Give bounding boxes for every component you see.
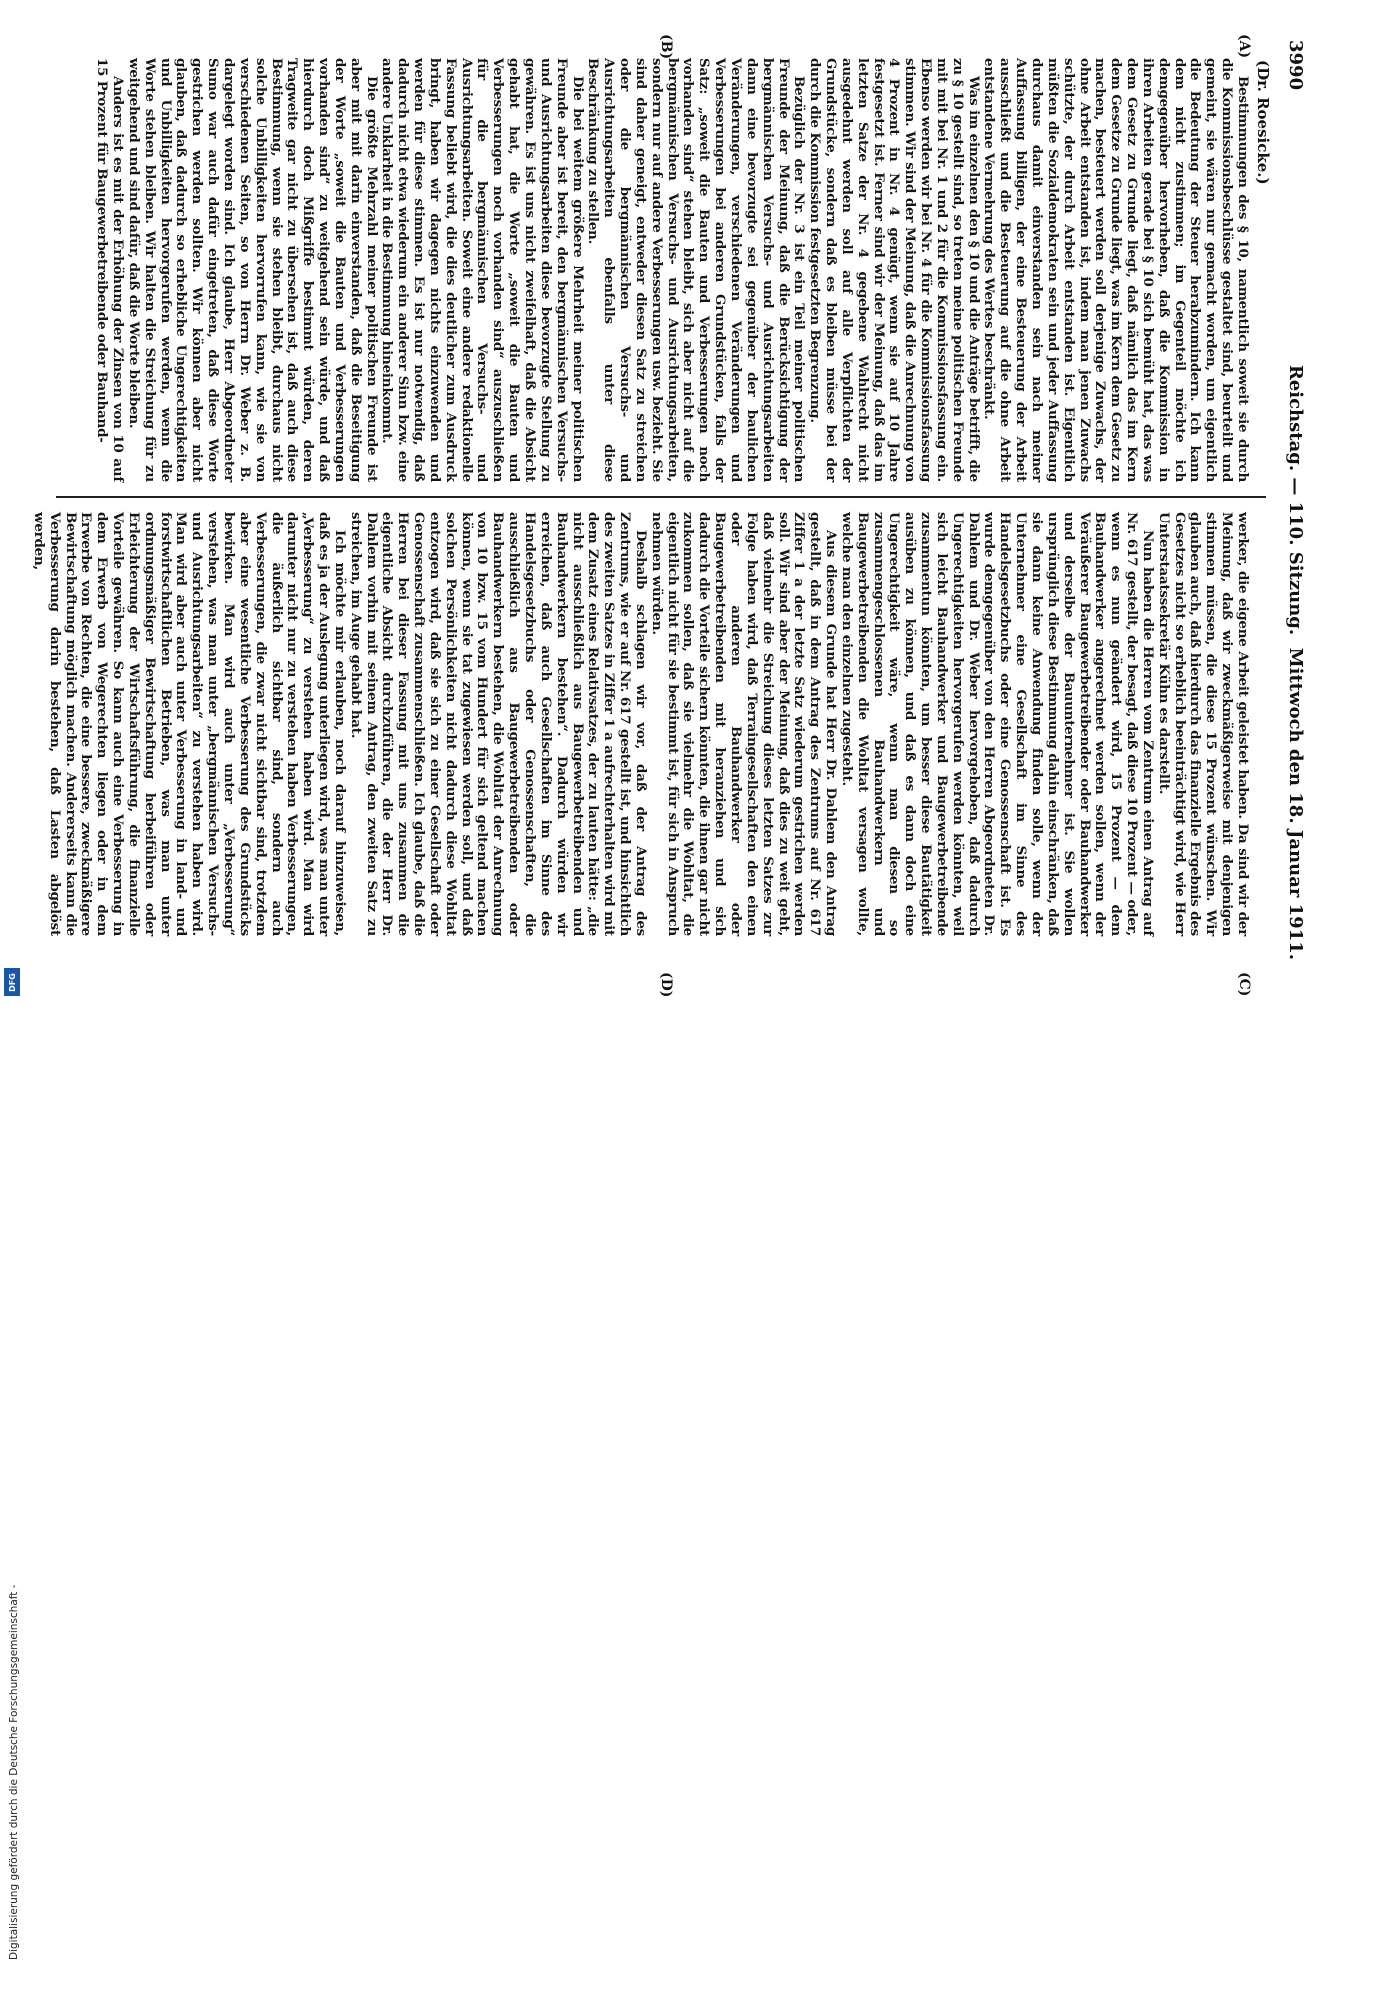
page-number: 3990 [1285,40,1306,91]
left-text-column [60,58,1250,482]
page-header [1276,40,1306,960]
margin-marker-a: (A) [1236,34,1252,59]
paragraph: Bestimmungen des § 10, namentlich soweit sie durch die Kommissionsbeschlüsse gestaltet sind, beurteilt und gemeint, sie wären nur gemacht worden, um eigentlich die Bedeutung der Steuer herabzumindern. Ich kann dem nicht zustimmen; im Gegenteil möchte ich demgegenüber hervorheben, daß die Kommission in ihren Arbeiten gerade bei § 10 sich bemüht hat, das was dem Gesetz zu Grunde liegt, daß nämlich das im Kern dem Gesetze zu Grunde liegt, was im Kern dem Gesetz zu machen, besteuert werden soll derjenige Zuwachs, der ohne Arbeit entstanden ist, indem man jenen Zuwachs schützte, der durch Arbeit entstanden ist. Eigentlich müßten die Sozialdemokraten sein und jeder Auffassung durchaus damit einverstanden sein nach meiner Auffassung billigen, der eine Besteuerung der Arbeit ausschließt und die Besteuerung auf die ohne Arbeit entstandene Vermehrung des Wertes beschränkt. [981,58,1251,482]
paragraph: Anders ist es mit der Erhöhung der Zinsen von 10 auf 15 Prozent für Baugewerbetreibende oder Bauhand- [94,58,127,482]
paragraph: Die bei weitem größere Mehrheit meiner politischen Freunde aber ist bereit, den bergmännischen Versuchs- und Ausrichtungsarbeiten diese bevorzugte Stellung zu gewähren. Es ist uns nicht zweifelhaft, daß die Absicht gehabt hat, die Worte „soweit die Bauten und Verbesserungen noch vorhanden sind“ auszuschließen für die bergmännischen Versuchs- und Ausrichtungsarbeiten. Soweit eine andere redaktionelle Fassung beliebt wird, die dies deutlicher zum Ausdruck bringt, haben wir dagegen nichts einzuwenden und werden für diese stimmen. Es ist nur notwendig, daß dadurch nicht etwa wiederum ein anderer Sinn bzw. eine andere Unklarheit in die Bestimmung hineinkommt. [379,58,586,482]
page-title: Reichstag. — 110. Sitzung. [1285,364,1306,636]
margin-marker-d: (D) [658,972,674,998]
margin-marker-b: (B) [658,34,674,60]
digitization-note-text: Digitalisierung gefördert durch die Deutsche Forschungsgemeinschaft - [8,1584,20,1960]
paragraph: Nun haben die Herren vom Zentrum einen Antrag auf Nr. 617 gestellt, der besagt, daß diese 10 Prozent — oder, wenn es nun geändert wird, 15 Prozent — dem Bauhandwerker angerechnet werden sollen, wenn der Veräußerer Baugewerbetreibender oder Bauhandwerker und derselbe der Bauunternehmer ist. Sie wollen ursprünglich diese Bestimmung dahin einschränken, daß sie dann keine Anwendung finden solle, wenn der Unternehmer eine Gesellschaft im Sinne des Handelsgesetzbuchs oder eine Genossenschaft ist. Es wurde demgegenüber von den Herren Abgeordneten Dr. Dahlem und Dr. Weber hervorgehoben, daß dadurch Ungerechtigkeiten hervorgerufen werden könnten, weil sich leicht Bauhandwerker und Baugewerbetreibende zusammentun könnten, um besser diese Bautätigkeit ausüben zu können, und daß es dann doch eine Ungerechtigkeit wäre, wenn man diesen so zusammengeschlossenen Bauhandwerkern und Baugewerbetreibenden die Wohltat versagen wollte, welche man den einzelnen zugesteht. [838,512,1156,936]
paragraph: Was im einzelnen den § 10 und die Anträge betrifft, die zu § 10 gestellt sind, so treten meine politischen Freunde mit mit bei Nr. 1 und 2 für die Kommissionsfassung ein. Ebenso werden wir bei Nr. 4 für die Kommissionsfassung stimmen. Wir sind der Meinung, daß die Anrechnung von 4 Prozent in Nr. 4 genügt, wenn sie auf 10 Jahre festgesetzt ist. Ferner sind wir der Meinung, daß das im letzten Satze der Nr. 4 gegebene Wahlrecht nicht ausgedehnt werden soll auf alle Verpflichten der Grundstücke, sondern daß es bleiben müsse bei der durch die Kommission festgesetzten Begrenzung. [807,58,982,482]
speaker-name: (Dr. Roesicke.) [1254,60,1272,185]
paragraph: Deshalb schlagen wir vor, daß der Antrag des Zentrums, wie er auf Nr. 617 gestellt ist, und hinsichtlich des zweiten Satzes in Ziffer 1 a aufrechterhalten wird mit dem Zusatz eines Relativsatzes, der zu lauten hätte: „die nicht ausschließlich aus Baugewerbetreibenden und Bauhandwerkern bestehen“. Dadurch würden wir erreichen, daß auch Gesellschaften im Sinne des Handelsgesetzbuchs oder Genossenschaften, die ausschließlich aus Baugewerbetreibenden oder Bauhandwerkern bestehen, die Wohltat der Anrechnung von 10 bzw. 15 vom Hundert für sich geltend machen können, wenn sie tat zugewiesen werden soll, und daß solchen Persönlichkeiten nicht dadurch diese Wohltat entzogen wird, daß sie sich zu einer Gesellschaft oder Genossenschaft zusammenschließen. Ich glaube, daß die Herren bei dieser Fassung mit uns zusammen die eigentliche Absicht durchzuführen, die der Herr Dr. Dahlem vorhin mit seinem Antrag, den zweiten Satz zu streichen, im Auge gehabt hat. [347,512,649,936]
paragraph: werker, die eigene Arbeit geleistet haben. Da sind wir der Meinung, daß wir zweckmäßigerweise mit denjenigen stimmen müssen, die diese 15 Prozent wünschen. Wir glauben auch, daß hierdurch das finanzielle Ergebnis des Gesetzes nicht so erheblich beeinträchtigt wird, wie Herr Unterstaatssekretär Kühn es darstellt. [1155,512,1251,936]
column-divider [56,496,1266,498]
paragraph: Die größte Mehrzahl meiner politischen Freunde ist aber mit mit darin einverstanden, daß die Beseitigung der Worte „soweit die Bauten und Verbesserungen vorhanden sind“ zu weitgehend sein würde, und daß hierdurch doch Mißgriffe bestimmt würden, deren Tragweite gar nicht zu übersehen ist, daß auch diese Bestimmung, wenn sie stehen bleibt, durchaus nicht solche Unbilligkeiten hervorrufen kann, wie sie von verschiedenen Seiten, so von Herrn Dr. Weber z. B. dargelegt worden sind. Ich glaube, Herr Abgeordneter Sumo war auch dafür eingetreten, daß diese Worte gestrichen werden sollten. Wir können aber nicht glauben, daß dadurch so erhebliche Ungerechtigkeiten und Unbilligkeiten hervorgerufen werden, wenn die Worte stehen bleiben. Wir halten die Streichung für zu weitgehend und sind dafür, daß die Worte bleiben. [125,58,380,482]
paragraph: Ich möchte mir erlauben, noch darauf hinzuweisen, daß es ja der Auslegung unterliegen wird, was man unter „Verbesserung“ zu verstehen haben wird. Man wird darunter nicht nur zu verstehen haben Verbesserungen, die äußerlich sichtbar sind, sondern auch Verbesserungen, die zwar nicht sichtbar sind, trotzdem aber eine wesentliche Verbesserung des Grundstücks bewirken. Man wird auch unter „Verbesserung“ verstehen, was man unter „bergmännischen Versuchs- und Ausrichtungsarbeiten“ zu verstehen haben wird. Man wird aber auch unter Verbesserung in land- und forstwirtschaftlichen Betrieben, was man unter ordnungsmäßiger Bewirtschaftung herbeiführen oder Erleichterung der Wirtschaftsführung, die finanzielle Vorteile gewähren. So kann auch eine Verbesserung in dem Erwerb von Wegerechten liegen oder in dem Erwerbe von Rechten, die eine bessere, zweckmäßigere Bewirtschaftung möglich machen. Andererseits kann die Verbesserung darin bestehen, daß Lasten abgelöst werden, [30,512,348,936]
dfg-logo-text: DFG [7,972,17,992]
right-text-column [30,512,1251,936]
scanned-page [26,0,1336,1000]
dfg-logo [4,968,20,996]
margin-marker-c: (C) [1236,972,1252,997]
session-date: Mittwoch den 18. Januar 1911. [1285,647,1306,960]
paragraph: Aus diesem Grunde hat Herr Dr. Dahlem den Antrag gestellt, daß in dem Antrag des Zentrums auf Nr. 617 Ziffer 1 a der letzte Satz wiederum gestrichen werden soll. Wir sind aber der Meinung, daß dies zu weit geht, daß vielmehr die Streichung dieses letzten Satzes zur Folge haben wird, daß Terraingesellschaften den einen oder anderen Bauhandwerker oder Baugewerbetreibenden mit heranziehen und sich dadurch die Vorteile sichern könnten, die ihnen gar nicht zukommen sollen, daß sie vielmehr die Wohltat, die eigentlich nicht für sie bestimmt ist, für sich in Anspruch nehmen würden. [648,512,840,936]
digitization-note [6,1000,26,2000]
paragraph: Bezüglich der Nr. 3 ist ein Teil meiner politischen Freunde der Meinung, daß die Berücksichtigung der bergmännischen Versuchs- und Ausrichtungsarbeiten dann eine bevorzugte sei gegenüber der baulichen Veränderungen, verschiedenen Veränderungen und Verbesserungen bei anderen Grundstücken, falls der Satz: „soweit die Bauten und Verbesserungen noch vorhanden sind“ stehen bleibt, sich aber nicht auf die bergmännischen Versuchs- und Ausrichtungsarbeiten, sondern nur auf andere Verbesserungen usw. bezieht. Sie sind daher geneigt, entweder diesen Satz zu streichen oder die bergmännischen Versuchs- und Ausrichtungsarbeiten ebenfalls unter diese Beschränkung zu stellen. [585,58,808,482]
